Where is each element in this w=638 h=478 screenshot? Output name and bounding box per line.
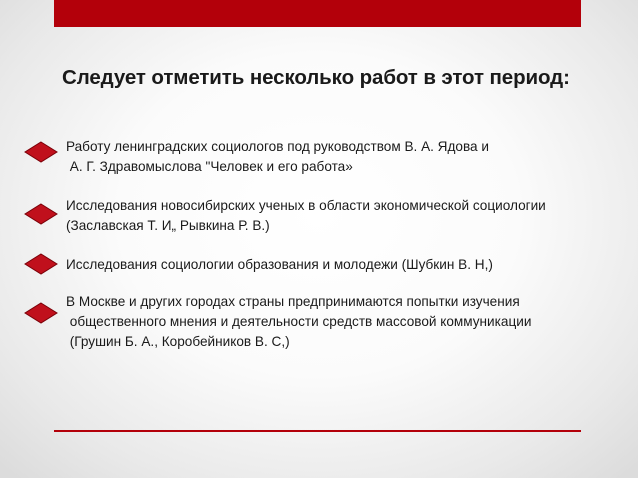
list-item xyxy=(66,292,531,352)
list-item xyxy=(66,196,546,236)
list-item xyxy=(66,137,489,177)
diamond-bullet-icon xyxy=(24,203,58,225)
list-item-line: (Грушин Б. А., Коробейников В. С,) xyxy=(66,334,290,349)
list-item-line: Исследования социологии образования и молодежи (Шубкин В. Н,) xyxy=(66,257,493,272)
list-item-line: А. Г. Здравомыслова "Человек и его работа» xyxy=(66,159,353,174)
top-accent-bar xyxy=(54,0,581,27)
diamond-bullet-icon xyxy=(24,302,58,324)
list-item-line: (Заславская Т. И„ Рывкина Р. В.) xyxy=(66,218,270,233)
list-item-line: В Москве и других городах страны предпринимаются попытки изучения xyxy=(66,294,520,309)
slide-title: Следует отметить несколько работ в этот период: xyxy=(62,66,570,89)
bottom-divider xyxy=(54,430,581,432)
list-item-line: Работу ленинградских социологов под руководством В. А. Ядова и xyxy=(66,139,489,154)
list-item-line: Исследования новосибирских ученых в области экономической социологии xyxy=(66,198,546,213)
diamond-bullet-icon xyxy=(24,141,58,163)
list-item-line: общественного мнения и деятельности средств массовой коммуникации xyxy=(66,314,532,329)
diamond-bullet-icon xyxy=(24,253,58,275)
list-item xyxy=(66,255,493,275)
